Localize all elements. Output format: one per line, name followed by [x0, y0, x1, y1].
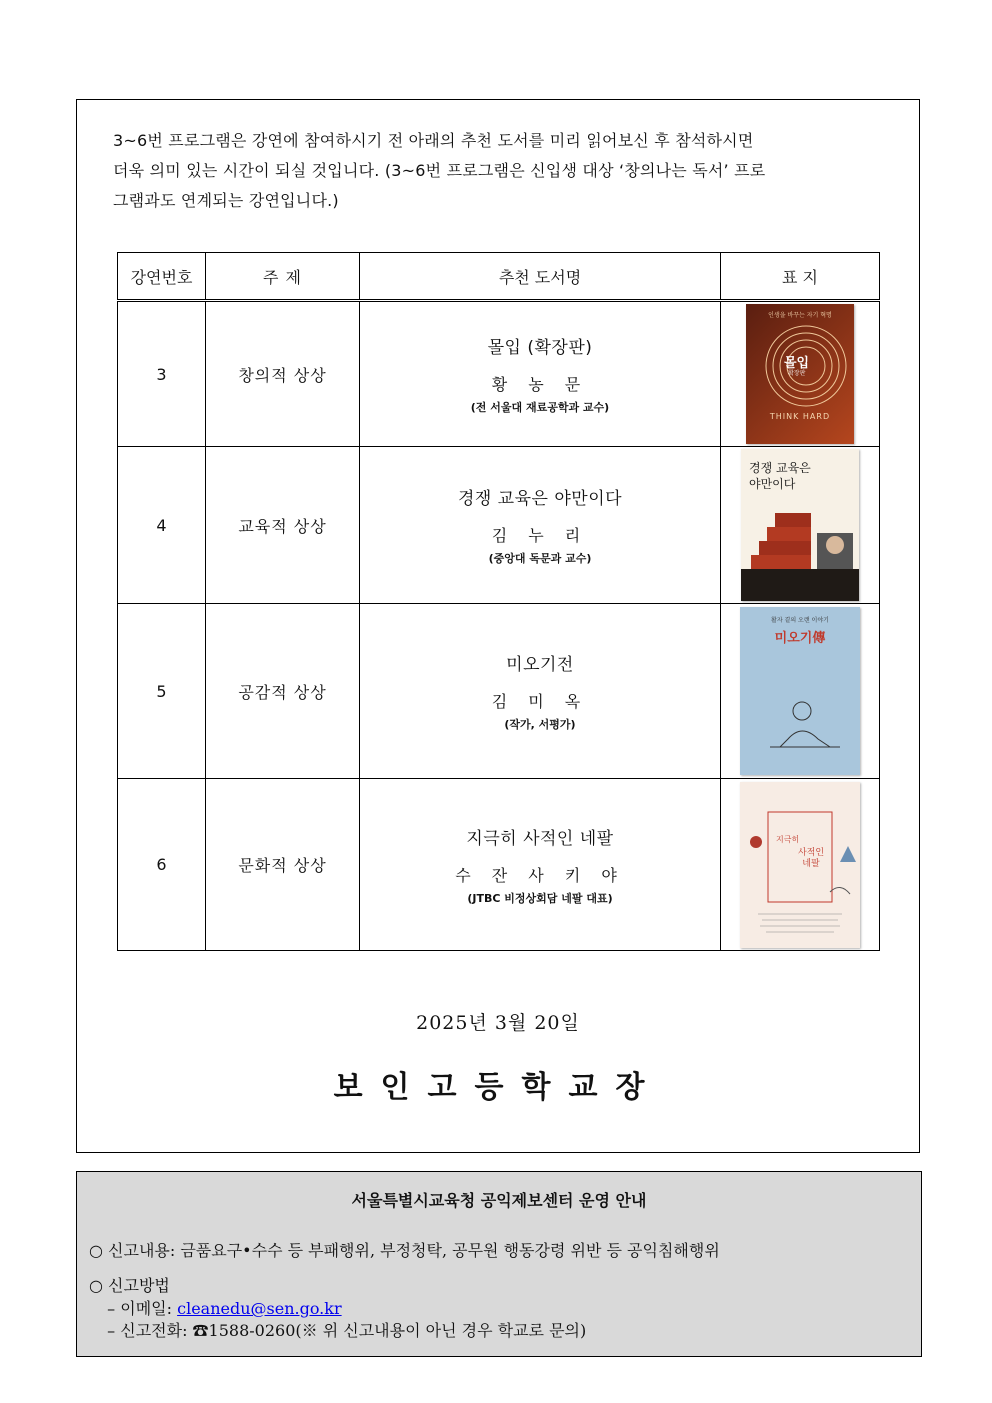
lecture-subject: 창의적 상상 [206, 301, 360, 447]
author-affiliation: (중앙대 독문과 교수) [488, 552, 592, 565]
cover-text-main: 몰입 [784, 356, 810, 371]
cover-text-main: 미오기傳 [774, 631, 826, 646]
book-author: 수 잔 사 키 야 [455, 865, 625, 885]
email-link[interactable]: cleanedu@sen.go.kr [177, 1299, 342, 1318]
book-cover-image [740, 782, 860, 948]
lecture-number: 4 [118, 447, 206, 604]
main-document-box [76, 99, 920, 1153]
cover-cell [721, 604, 880, 779]
book-title: 경쟁 교육은 야만이다 [457, 489, 623, 509]
cover-text-en: THINK HARD [769, 412, 831, 421]
notice-phone-line: – 신고전화: ☎1588-0260(※ 위 신고내용이 아닌 경우 학교로 문의) [97, 1321, 587, 1340]
cover-text-sub: 확장판 [788, 370, 806, 377]
table-row [118, 604, 880, 779]
cover-cell [721, 301, 880, 447]
cover-text-top: 활자 곁의 오랜 이야기 [771, 617, 829, 624]
cover-text-top: 인생을 바꾸는 자기 혁명 [768, 312, 832, 319]
book-cover-image [740, 607, 860, 775]
cover-text-top: 지극히 [776, 834, 800, 844]
book-cover-image [741, 449, 859, 601]
intro-line: 더욱 의미 있는 시간이 되실 것입니다. (3~6번 프로그램은 신입생 대상 ‘창의나는 독서’ 프로 [113, 161, 766, 180]
lecture-subject: 문화적 상상 [206, 779, 360, 951]
book-cover-image [746, 304, 854, 444]
table-row [118, 779, 880, 951]
author-affiliation: (전 서울대 재료공학과 교수) [470, 401, 610, 414]
book-title: 몰입 (확장판) [487, 338, 593, 358]
cover-text-top: 경쟁 교육은 [749, 461, 811, 475]
cover-cell [721, 447, 880, 604]
header-lecture-number: 강연번호 [118, 253, 206, 301]
author-affiliation: (JTBC 비정상회담 네팔 대표) [467, 891, 613, 905]
table-header-row [118, 253, 880, 301]
book-author: 황 농 문 [491, 375, 589, 394]
document-date: 2025년 3월 20일 [416, 1012, 580, 1034]
book-author: 김 누 리 [491, 526, 589, 545]
intro-paragraph [113, 126, 885, 216]
header-subject: 주 제 [206, 253, 360, 301]
notice-title: 서울특별시교육청 공익제보센터 운영 안내 [351, 1191, 647, 1210]
school-principal-signature: 보인고등학교장 [333, 1070, 663, 1105]
lecture-subject: 공감적 상상 [206, 604, 360, 779]
cover-art-sketch [740, 607, 860, 775]
book-info [360, 447, 721, 604]
whistleblower-notice-box [76, 1171, 922, 1357]
lecture-number: 3 [118, 301, 206, 447]
lecture-number: 6 [118, 779, 206, 951]
book-author: 김 미 옥 [491, 692, 589, 711]
cover-text-main: 사적인 네팔 [797, 847, 825, 869]
intro-line: 3~6번 프로그램은 강연에 참여하시기 전 아래의 추천 도서를 미리 읽어보신 후 참석하시면 [113, 131, 754, 150]
cover-cell [721, 779, 880, 951]
cover-text-main: 야만이다 [749, 477, 796, 491]
book-info [360, 779, 721, 951]
intro-line: 그램과도 연계되는 강연입니다.) [113, 191, 339, 210]
email-label: – 이메일: [97, 1299, 178, 1318]
cover-art-steps [741, 449, 859, 601]
notice-email-line [97, 1296, 342, 1319]
author-affiliation: (작가, 서평가) [504, 718, 576, 731]
book-title: 지극히 사적인 네팔 [466, 828, 614, 849]
lecture-number: 5 [118, 604, 206, 779]
recommended-books-table [117, 252, 880, 951]
notice-report-method: ○ 신고방법 [89, 1276, 170, 1295]
lecture-subject: 교육적 상상 [206, 447, 360, 604]
header-book-title: 추천 도서명 [360, 253, 721, 301]
notice-report-content: ○ 신고내용: 금품요구•수수 등 부패행위, 부정청탁, 공무원 행동강령 위반 등 공익침해행위 [89, 1241, 720, 1260]
header-cover: 표 지 [721, 253, 880, 301]
table-row [118, 447, 880, 604]
table-row [118, 301, 880, 447]
book-title: 미오기전 [506, 655, 574, 675]
book-info [360, 301, 721, 447]
book-info [360, 604, 721, 779]
